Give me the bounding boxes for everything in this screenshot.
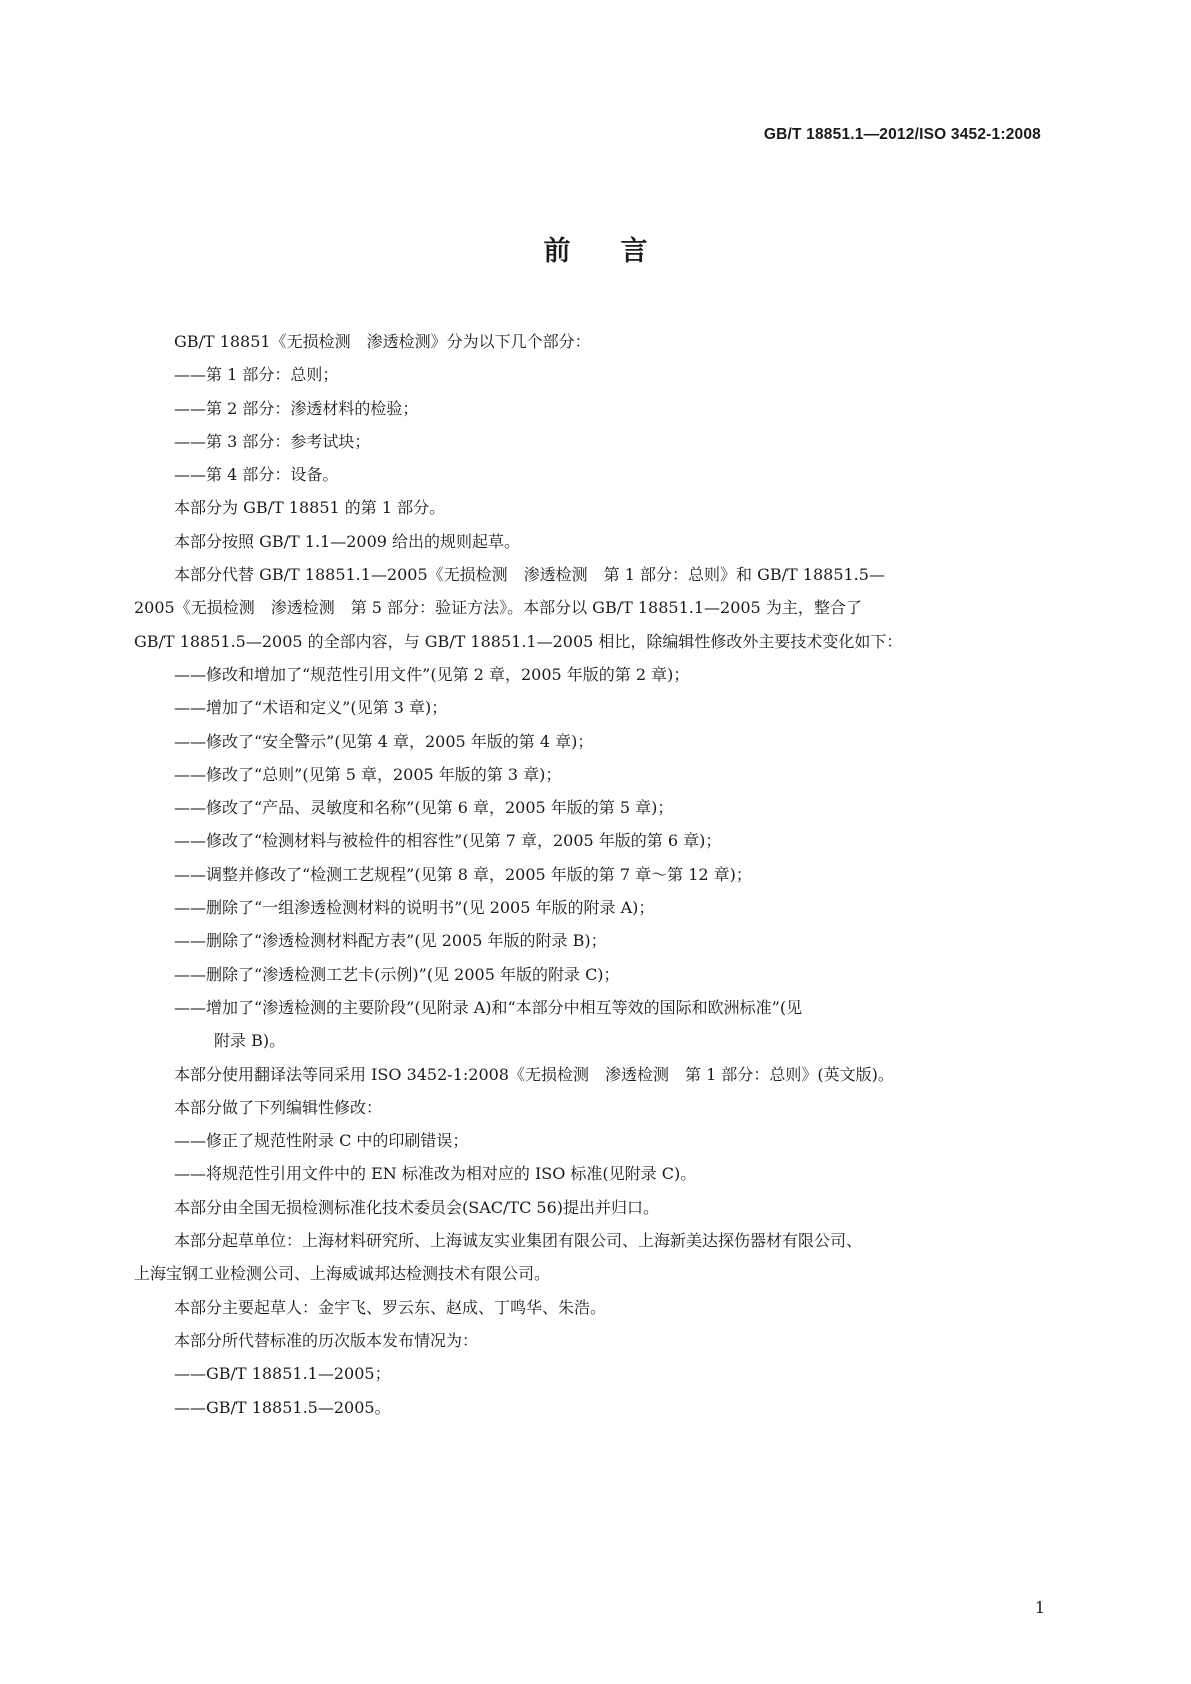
list-item-history: ——GB/T 18851.1—2005；: [174, 1364, 391, 1384]
replace-paragraph-line: GB/T 18851.5—2005 的全部内容，与 GB/T 18851.1—2005 相比，除编辑性修改外主要技术变化如下：: [134, 631, 903, 651]
list-item-change: ——修改了“总则”(见第 5 章，2005 年版的第 3 章)；: [174, 764, 562, 784]
list-item-editorial: ——将规范性引用文件中的 EN 标准改为相对应的 ISO 标准(见附录 C)。: [174, 1164, 697, 1184]
foreword-body: [134, 325, 1054, 1424]
drafting-rules-paragraph: 本部分按照 GB/T 1.1—2009 给出的规则起草。: [174, 531, 521, 551]
drafting-units-line: 本部分起草单位：上海材料研究所、上海诚友实业集团有限公司、上海新美达探伤器材有限公司、: [174, 1231, 863, 1251]
list-item-part: ——第 2 部分：渗透材料的检验；: [174, 398, 419, 418]
list-item-change: ——修改了“产品、灵敏度和名称”(见第 6 章，2005 年版的第 5 章)；: [174, 798, 674, 818]
this-part-paragraph: 本部分为 GB/T 18851 的第 1 部分。: [174, 498, 446, 518]
standard-code-header: GB/T 18851.1—2012/ISO 3452-1:2008: [763, 126, 1041, 143]
drafters-paragraph: 本部分主要起草人：金宇飞、罗云东、赵成、丁鸣华、朱浩。: [174, 1297, 607, 1317]
replace-paragraph-line: 2005《无损检测 渗透检测 第 5 部分：验证方法》。本部分以 GB/T 18851.1—2005 为主，整合了: [134, 598, 862, 618]
list-item-change: ——增加了“术语和定义”(见第 3 章)；: [174, 698, 448, 718]
drafting-units-line: 上海宝钢工业检测公司、上海威诚邦达检测技术有限公司。: [134, 1264, 551, 1284]
list-item-history: ——GB/T 18851.5—2005。: [174, 1397, 391, 1417]
list-item-part: ——第 3 部分：参考试块；: [174, 431, 371, 451]
list-item-change-continuation: 附录 B)。: [214, 1031, 286, 1051]
list-item-change: ——删除了“渗透检测材料配方表”(见 2005 年版的附录 B)；: [174, 931, 607, 951]
history-paragraph: 本部分所代替标准的历次版本发布情况为：: [174, 1330, 479, 1350]
list-item-change: ——删除了“一组渗透检测材料的说明书”(见 2005 年版的附录 A)；: [174, 898, 655, 918]
list-item-change: ——调整并修改了“检测工艺规程”(见第 8 章，2005 年版的第 7 章～第 12 章)；: [174, 864, 752, 884]
list-item-change: ——增加了“渗透检测的主要阶段”(见附录 A)和“本部分中相互等效的国际和欧洲标准”(见: [174, 997, 803, 1017]
intro-paragraph: GB/T 18851《无损检测 渗透检测》分为以下几个部分：: [174, 332, 591, 351]
replace-paragraph-line: 本部分代替 GB/T 18851.1—2005《无损检测 渗透检测 第 1 部分：总则》和 GB/T 18851.5—: [174, 565, 885, 585]
list-item-change: ——修改了“检测材料与被检件的相容性”(见第 7 章，2005 年版的第 6 章)；: [174, 831, 722, 851]
list-item-change: ——删除了“渗透检测工艺卡(示例)”(见 2005 年版的附录 C)；: [174, 964, 620, 984]
list-item-editorial: ——修正了规范性附录 C 中的印刷错误；: [174, 1131, 469, 1151]
list-item-change: ——修改了“安全警示”(见第 4 章，2005 年版的第 4 章)；: [174, 731, 594, 751]
list-item-change: ——修改和增加了“规范性引用文件”(见第 2 章，2005 年版的第 2 章)；: [174, 664, 690, 684]
list-item-part: ——第 1 部分：总则；: [174, 365, 339, 385]
translation-paragraph: 本部分使用翻译法等同采用 ISO 3452-1:2008《无损检测 渗透检测 第 1 部分：总则》(英文版)。: [174, 1064, 894, 1084]
page-number: 1: [1034, 1598, 1045, 1617]
proposed-paragraph: 本部分由全国无损检测标准化技术委员会(SAC/TC 56)提出并归口。: [174, 1197, 659, 1217]
list-item-part: ——第 4 部分：设备。: [174, 465, 339, 485]
page-title: 前言: [543, 236, 698, 267]
editorial-paragraph: 本部分做了下列编辑性修改：: [174, 1097, 383, 1117]
